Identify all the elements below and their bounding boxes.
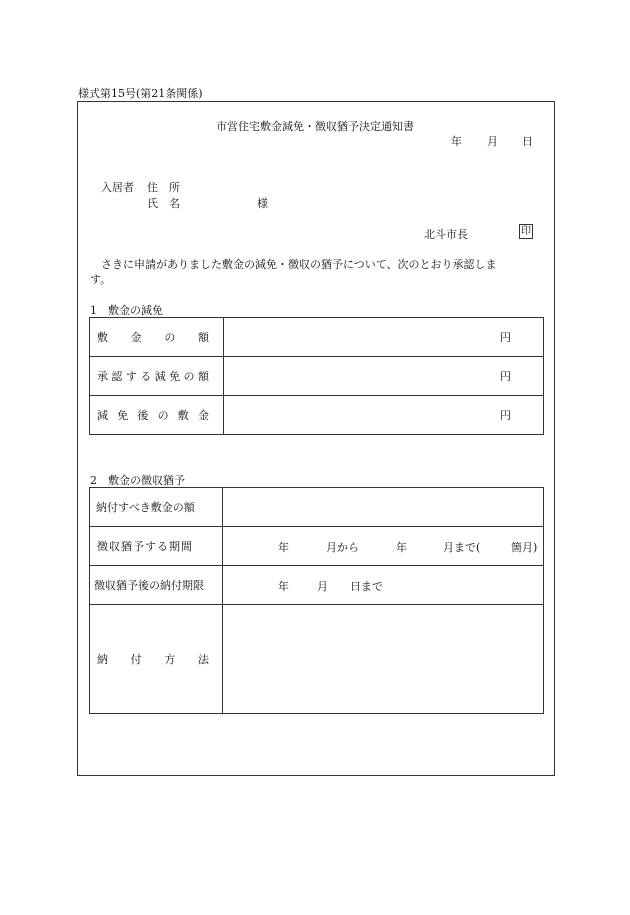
yen-unit: 円 xyxy=(500,409,511,422)
table-row xyxy=(90,488,544,527)
seal-mark xyxy=(519,224,533,239)
yen-unit: 円 xyxy=(500,331,511,344)
body-text-line2: す。 xyxy=(90,273,112,286)
label-char: の xyxy=(157,409,169,422)
section2-heading: 2 敷金の徴収猶予 xyxy=(90,474,185,487)
label-text xyxy=(97,407,209,423)
label-text: 徴収猶予後の納付期限 xyxy=(94,579,204,592)
payment-method-value[interactable] xyxy=(223,605,544,714)
label-char: 免 xyxy=(169,370,181,383)
yen-unit: 円 xyxy=(500,370,511,383)
label-char: 法 xyxy=(197,653,209,666)
form-number: 様式第15号(第21条関係) xyxy=(78,87,203,100)
label-char: 額 xyxy=(197,331,209,344)
period-month-from: 月から xyxy=(326,541,359,554)
table-row xyxy=(90,527,544,566)
resident-label: 入居者 xyxy=(101,181,134,194)
label-char: 方 xyxy=(164,653,176,666)
label-char: 敷 xyxy=(97,331,108,344)
honorific-sama: 様 xyxy=(257,197,268,210)
section1-table xyxy=(89,317,544,435)
body-text-content: さきに申請がありました敷金の減免・徴収の猶予について、次のとおり承認しま xyxy=(101,258,497,271)
label-char: の xyxy=(183,370,195,383)
section2-table xyxy=(89,487,544,714)
document-title: 市営住宅敷金減免・徴収猶予決定通知書 xyxy=(216,120,414,133)
payable-deposit-label xyxy=(90,488,223,527)
seal-label: 印 xyxy=(521,226,531,237)
deadline-day: 日まで xyxy=(350,580,383,593)
deadline-month: 月 xyxy=(317,580,328,593)
label-char: 金 xyxy=(130,331,142,344)
payment-method-label xyxy=(90,605,223,714)
deferral-period-label xyxy=(90,527,223,566)
payment-deadline-label xyxy=(90,566,223,605)
label-char: 免 xyxy=(117,409,129,422)
table-row xyxy=(90,605,544,714)
label-char: 敷 xyxy=(177,409,189,422)
date-day-label: 日 xyxy=(522,135,533,148)
approved-reduction-label xyxy=(90,357,224,396)
period-year2: 年 xyxy=(396,541,407,554)
label-text xyxy=(97,651,209,667)
deadline-year: 年 xyxy=(278,580,289,593)
label-char: 認 xyxy=(111,370,123,383)
label-char: 後 xyxy=(137,409,149,422)
body-text-line1 xyxy=(90,256,497,272)
issuer-name: 北斗市長 xyxy=(424,228,468,241)
address-label: 住 所 xyxy=(147,181,180,194)
deposit-amount-label xyxy=(90,318,224,357)
post-reduction-deposit-value[interactable] xyxy=(224,396,544,435)
label-char: 金 xyxy=(197,409,209,422)
date-year-label: 年 xyxy=(451,135,462,148)
table-row xyxy=(90,318,544,357)
label-text: 納付すべき敷金の額 xyxy=(96,501,195,514)
deposit-amount-value[interactable] xyxy=(224,318,544,357)
date-month-label: 月 xyxy=(487,135,498,148)
deferral-period-value[interactable] xyxy=(223,527,544,566)
label-char: 承 xyxy=(97,370,108,383)
label-char: す xyxy=(125,370,137,383)
approved-reduction-value[interactable] xyxy=(224,357,544,396)
section1-heading: 1 敷金の減免 xyxy=(90,304,163,317)
label-char: 額 xyxy=(197,370,209,383)
label-text xyxy=(97,368,209,384)
label-text: 徴収猶予する期間 xyxy=(97,540,193,553)
label-char: 減 xyxy=(154,370,166,383)
period-month-to: 月まで( xyxy=(443,541,481,554)
period-months: 箇月) xyxy=(511,541,538,554)
period-year: 年 xyxy=(278,541,289,554)
table-row xyxy=(90,566,544,605)
label-char: 納 xyxy=(97,653,108,666)
post-reduction-deposit-label xyxy=(90,396,224,435)
label-char: 付 xyxy=(130,653,142,666)
payable-deposit-value[interactable] xyxy=(223,488,544,527)
table-row xyxy=(90,396,544,435)
label-char: る xyxy=(140,370,152,383)
label-char: の xyxy=(164,331,176,344)
payment-deadline-value[interactable] xyxy=(223,566,544,605)
label-char: 減 xyxy=(97,409,108,422)
label-text xyxy=(97,329,209,345)
table-row xyxy=(90,357,544,396)
name-label: 氏 名 xyxy=(147,197,180,210)
